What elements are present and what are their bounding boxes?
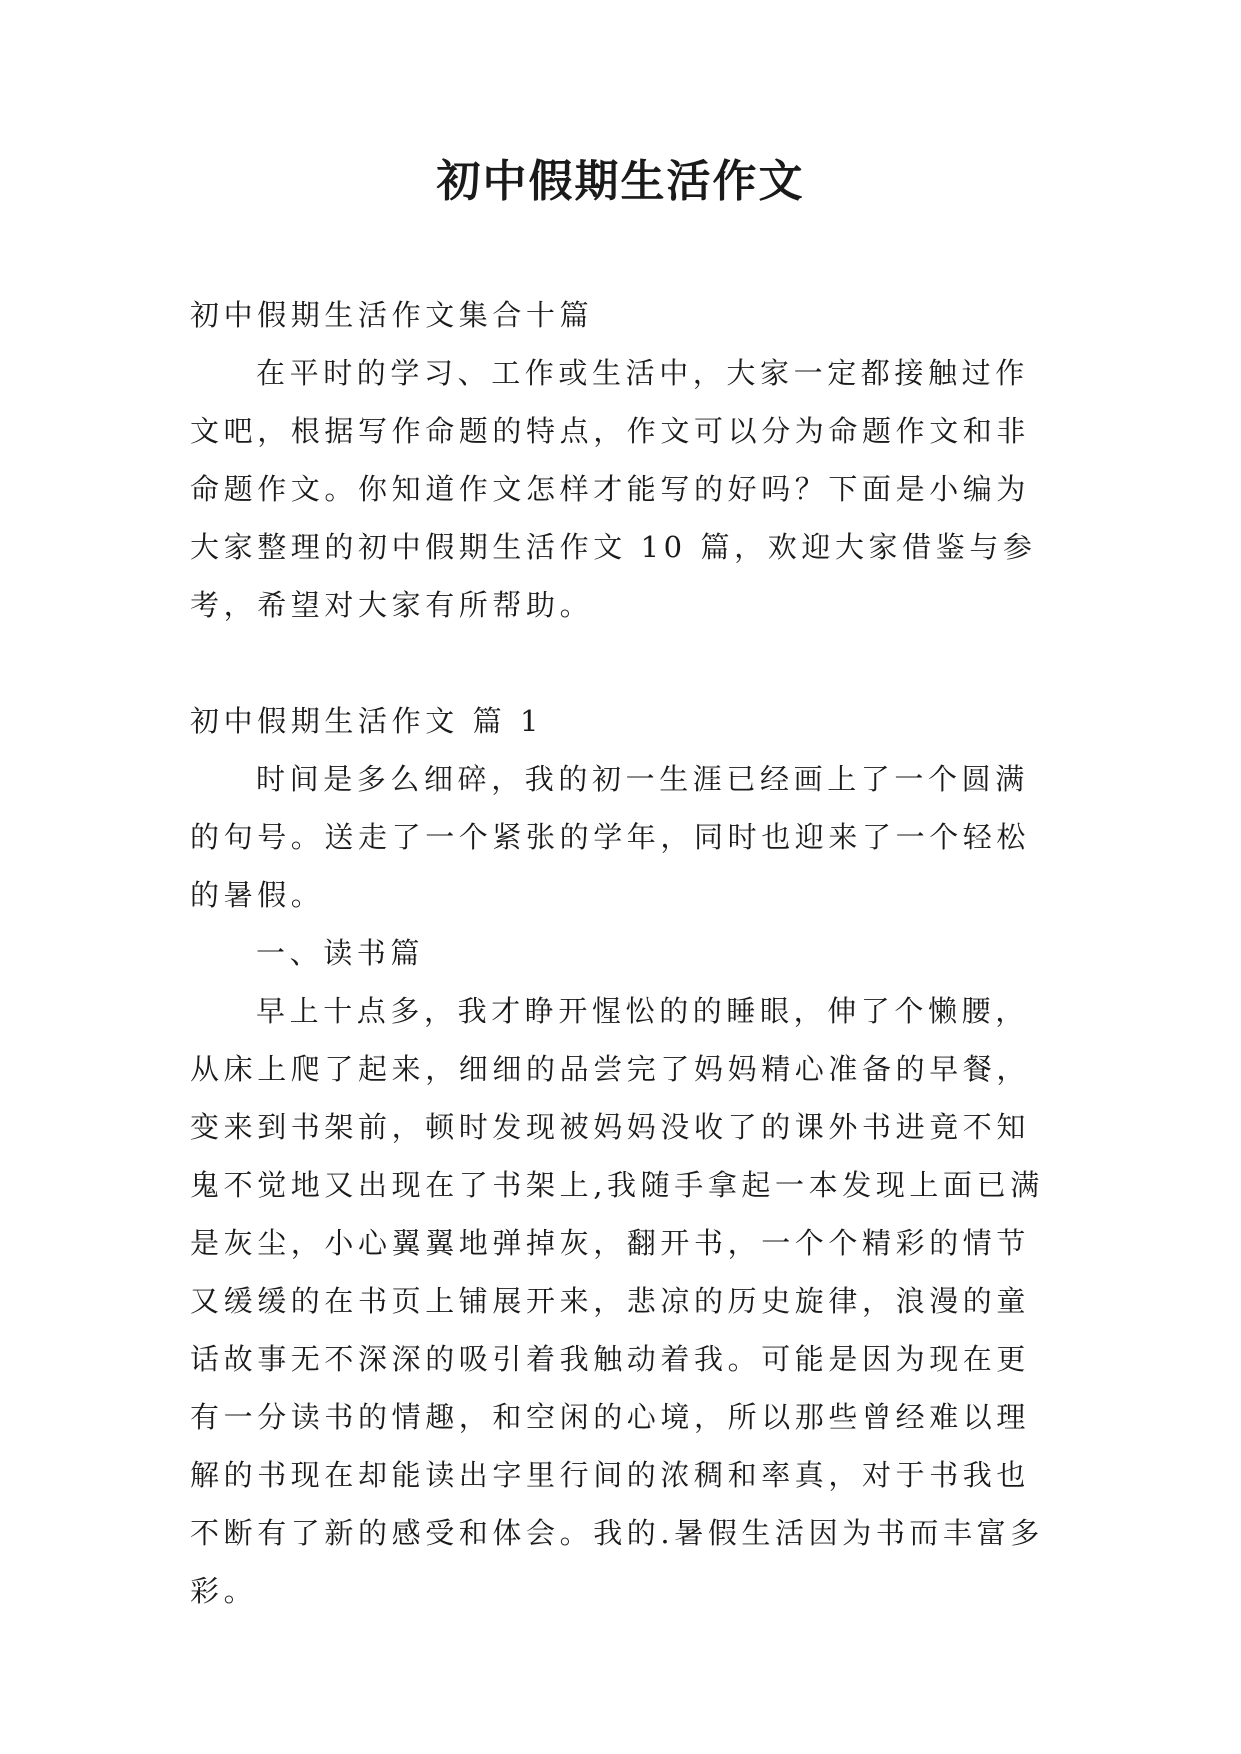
section-subheading: 一、读书篇: [256, 936, 425, 970]
intro-paragraph: 在平时的学习、工作或生活中，大家一定都接触过作文吧，根据写作命题的特点，作文可以分为命题作文和非命题作文。你知道作文怎样才能写的好吗？下面是小编为大家整理的初中假期生活作文 10 篇，欢迎大家借鉴与参考，希望对大家有所帮助。: [190, 356, 1037, 622]
section-spacer: [190, 634, 1056, 692]
section-paragraph: 时间是多么细碎，我的初一生涯已经画上了一个圆满的句号。送走了一个紧张的学年，同时也迎来了一个轻松的暑假。: [190, 762, 1031, 912]
document-body: [190, 286, 1056, 1620]
collection-subtitle: 初中假期生活作文集合十篇: [190, 298, 594, 332]
section-heading: 初中假期生活作文 篇 1: [190, 704, 544, 738]
document-title: 初中假期生活作文: [436, 156, 805, 207]
section-paragraph-reading: 早上十点多，我才睁开惺忪的的睡眼，伸了个懒腰，从床上爬了起来，细细的品尝完了妈妈精心准备的早餐，变来到书架前，顿时发现被妈妈没收了的课外书进竟不知鬼不觉地又出现在了书架上,我随手拿起一本发现上面已满是灰尘，小心翼翼地弹掉灰，翻开书，一个个精彩的情节又缓缓的在书页上铺展开来，悲凉的历史旋律，浪漫的童话故事无不深深的吸引着我触动着我。可能是因为现在更有一分读书的情趣，和空闲的心境，所以那些曾经难以理解的书现在却能读出字里行间的浓稠和率真，对于书我也不断有了新的感受和体会。我的.暑假生活因为书而丰富多彩。: [190, 994, 1044, 1608]
